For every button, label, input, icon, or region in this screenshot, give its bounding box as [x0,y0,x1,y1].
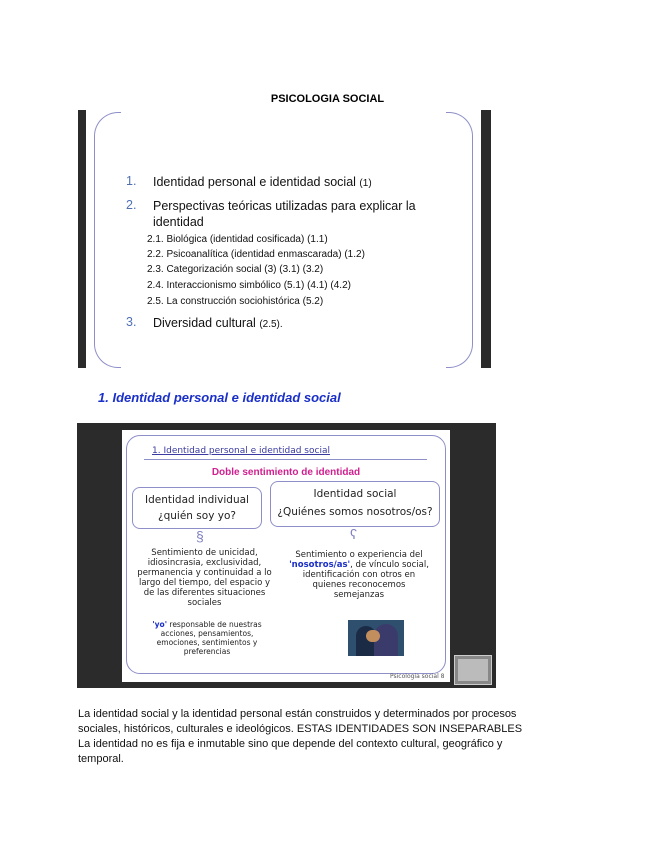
toc-item-3-number: 3. [126,315,137,329]
toc-item-1-number: 1. [126,174,137,188]
social-identity-question: ¿Quiénes somos nosotros/os? [277,506,433,518]
toc-subitem: 2.3. Categorización social (3) (3.1) (3.2) [147,264,324,275]
toc-item-3-ref: (2.5). [259,319,283,330]
individual-identity-description [132,548,277,608]
description-line: , de vínculo social, [350,560,429,570]
toc-item-3 [153,315,283,333]
toc-item-1-text: Identidad personal e identidad social [153,175,356,189]
description-line: idiosincrasia, exclusividad, [147,558,262,568]
toc-item-2 [153,198,453,230]
social-identity-box [270,481,440,527]
yo-description [142,620,272,656]
description-line: Sentimiento de unicidad, [151,548,258,558]
header-divider [144,459,427,460]
slide-header: 1. Identidad personal e identidad social [152,446,330,456]
toc-item-1 [153,174,372,192]
description-line: emociones, sentimientos y [156,638,258,647]
description-line: responsable de nuestras [167,620,262,629]
description-line: preferencias [183,647,231,656]
social-identity-label: Identidad social [313,488,397,500]
slide-footer: Psicología social 8 [390,673,445,680]
social-identity-description [284,550,434,600]
slide-canvas [122,430,450,682]
body-line: La identidad social y la identidad personal están construidos y determinados por procesos [78,708,517,720]
description-line: permanencia y continuidad a lo [137,568,272,578]
body-line: temporal. [78,753,124,765]
description-line: Sentimiento o experiencia del [295,550,423,560]
doble-sentimiento-title: Doble sentimiento de identidad [211,467,361,478]
body-line: sociales, históricos, culturales e ideológicos. ESTAS IDENTIDADES SON INSEPARABLES [78,723,523,735]
group-photo [348,620,404,656]
nosotros-highlight: 'nosotros/as' [289,560,351,570]
toc-item-2-line1: Perspectivas teóricas utilizadas para explicar la [153,199,416,213]
toc-subitem: 2.2. Psicoanalítica (identidad enmascarada) (1.2) [147,249,365,260]
description-line: sociales [187,598,222,608]
identity-slide [77,423,496,688]
individual-identity-box [132,487,262,529]
slide-thumbnail [454,655,492,685]
description-line: quienes reconocemos [312,580,406,590]
toc-subitem: 2.1. Biológica (identidad cosificada) (1.1) [147,234,328,245]
slide-left-bar [78,110,86,368]
description-line: identificación con otros en [302,570,416,580]
toc-subitem: 2.4. Interaccionismo simbólico (5.1) (4.1) (4.2) [147,280,351,291]
left-bracket-decoration [94,112,121,368]
swirl-arrow-icon: § [196,528,204,544]
body-paragraph [78,707,578,767]
swirl-arrow-icon: ʕ [350,526,357,542]
individual-identity-label: Identidad individual [145,494,249,506]
document-title: PSICOLOGIA SOCIAL [270,93,385,105]
right-bracket-decoration [446,112,473,368]
toc-item-1-ref: (1) [359,178,372,189]
yo-highlight: 'yo' [152,620,168,629]
toc-slide [78,110,491,368]
description-line: largo del tiempo, del espacio y [138,578,271,588]
description-line: semejanzas [333,590,385,600]
toc-item-3-text: Diversidad cultural [153,316,256,330]
description-line: de las diferentes situaciones [143,588,266,598]
toc-item-2-number: 2. [126,198,137,212]
slide-right-bar [481,110,491,368]
toc-item-2-line2: identidad [153,215,204,229]
description-line: acciones, pensamientos, [160,629,254,638]
body-line: La identidad no es fija e inmutable sino que depende del contexto cultural, geográfico y [78,738,503,750]
toc-subitem: 2.5. La construcción sociohistórica (5.2) [147,296,324,307]
individual-identity-question: ¿quién soy yo? [158,510,236,522]
section-heading: 1. Identidad personal e identidad social [98,390,341,405]
